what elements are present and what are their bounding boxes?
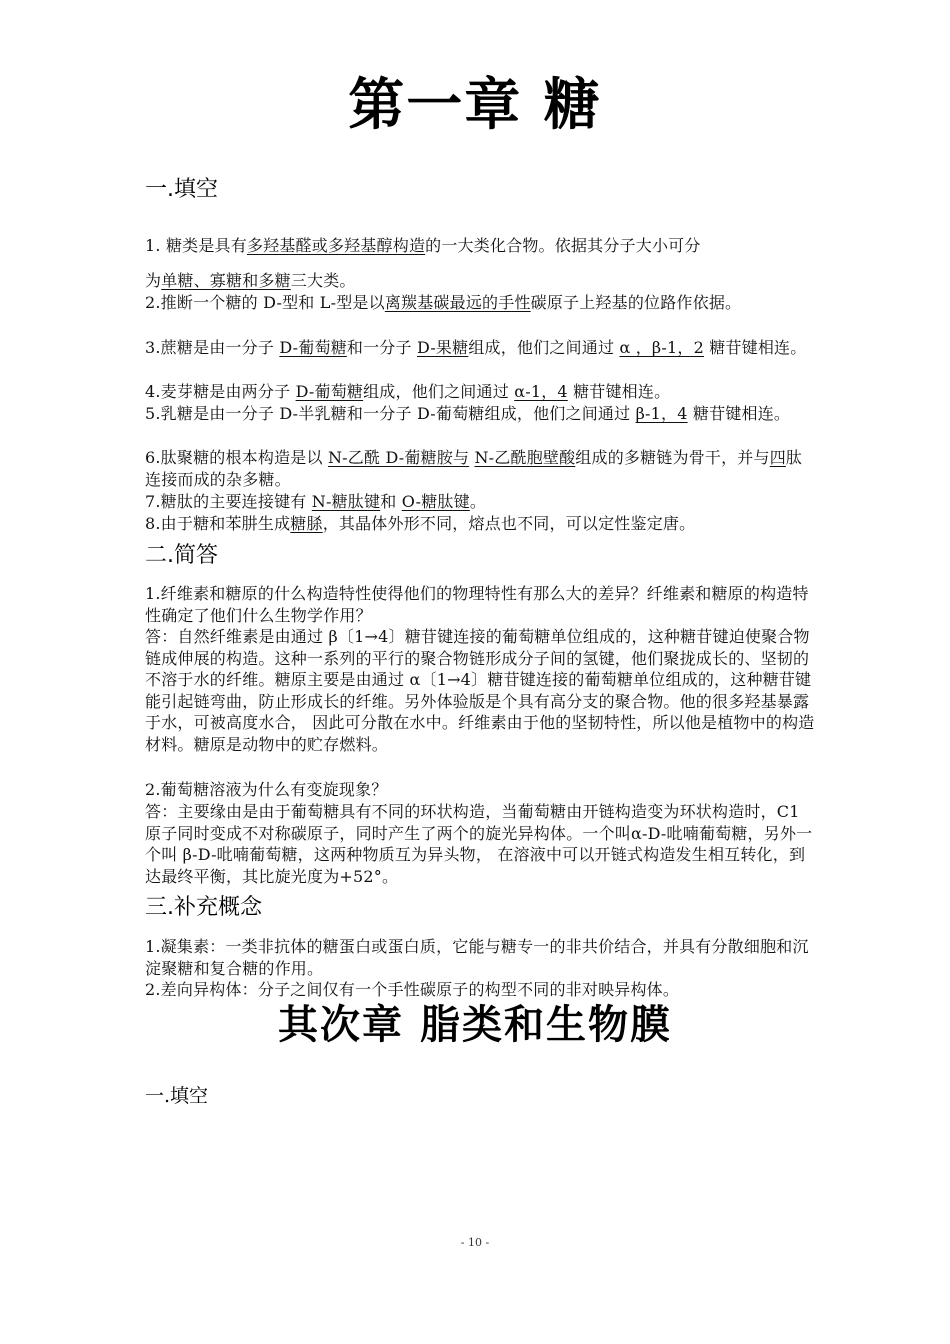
qa-answer-2: 答：主要缘由是由于葡萄糖具有不同的环状构造，当葡萄糖由开链构造变为环状构造时，C1 原子同时变成不对称碳原子，同时产生了两个的旋光异构体。一个叫α-D-吡喃葡萄糖，另外一个叫 β-D-吡喃葡萄糖，这两种物质互为异头物， 在溶液中可以开链式构造发生相互转化，到达最终平衡，其比旋光度为+52°。 (145, 802, 813, 886)
qa-answer-1: 答：自然纤维素是由通过 β〔1→4〕糖苷键连接的葡萄糖单位组成的，这种糖苷键迫使聚合物链成伸展的构造。这种一系列的平行的聚合物链形成分子间的氢键，他们聚拢成长的、坚韧的不溶于水的纤维。糖原主要是由通过 α〔1→4〕糖苷键连接的葡萄糖单位组成的，这种糖苷键能引起链弯曲，防止形成长的纤维。另外体验版是个具有高分支的聚合物。他的很多羟基暴露于水，可被高度水合， 因此可分散在水中。纤维素由于他的坚韧特性，所以他是植物中的构造材料。糖原是动物中的贮存燃料。 (145, 627, 815, 754)
page-number: - 10 - (460, 1236, 490, 1249)
answer-blank: 四 (769, 448, 786, 467)
fill-item-1: 1. 糖类是具有多羟基醛或多羟基醇构造的一大类化合物。依据其分子大小可分 (145, 236, 701, 255)
chapter-2-title: 其次章 脂类和生物膜 (278, 1002, 672, 1048)
answer-blank: D-果糖 (417, 338, 469, 357)
fill-item-6: 6.肽聚糖的根本构造是以 N-乙酰 D-葡糖胺与 N-乙酰胞壁酸组成的多糖链为骨干，并与四肽连接而成的杂多糖。 (145, 448, 803, 489)
answer-blank: N-乙酰 D-葡糖胺与 (327, 448, 470, 467)
fill-item-7: 7.糖肽的主要连接键有 N-糖肽键和 O-糖肽键。 (145, 492, 487, 511)
fill-item-4: 4.麦芽糖是由两分子 D-葡萄糖组成，他们之间通过 α-1，4 糖苷键相连。 (145, 382, 671, 401)
concept-1: 1.凝集素：一类非抗体的糖蛋白或蛋白质，它能与糖专一的非共价结合，并具有分散细胞和沉淀聚糖和复合糖的作用。 (145, 937, 809, 978)
answer-blank: 多羟基醛或多羟基醇构造 (246, 236, 426, 255)
answer-blank: α-1，4 (514, 382, 568, 401)
answer-blank: D-葡萄糖 (295, 382, 364, 401)
answer-blank: 糖脎 (290, 514, 323, 533)
concept-2: 2.差向异构体：分子之间仅有一个手性碳原子的构型不同的非对映异构体。 (145, 980, 680, 999)
answer-blank: α ，β-1，2 (619, 338, 704, 357)
answer-blank: 离羰基碳最远的手性 (384, 293, 531, 312)
section-concepts-heading: 三.补充概念 (145, 895, 262, 920)
fill-item-2: 2.推断一个糖的 D-型和 L-型是以离羰基碳最远的手性碳原子上羟基的位路作依据。 (145, 293, 742, 312)
fill-item-1-cont: 为单糖、寡糖和多糖三大类。 (145, 271, 356, 290)
answer-blank: O-糖肽键 (401, 492, 470, 511)
answer-blank: N-乙酰胞壁酸 (474, 448, 576, 467)
section-qa-heading: 二.简答 (145, 543, 218, 568)
answer-blank: N-糖肽键 (311, 492, 381, 511)
answer-blank: β-1，4 (635, 404, 688, 423)
fill-item-3: 3.蔗糖是由一分子 D-葡萄糖和一分子 D-果糖组成，他们之间通过 α ，β-1，2 糖苷键相连。 (145, 338, 807, 357)
section-fill-heading: 一.填空 (145, 177, 218, 202)
answer-blank: 单糖、寡糖和多糖 (161, 271, 291, 290)
qa-question-2: 2.葡萄糖溶液为什么有变旋现象？ (145, 780, 388, 799)
chapter-1-title: 第一章 糖 (348, 73, 602, 138)
qa-question-1: 1.纤维素和糖原的什么构造特性使得他们的物理特性有那么大的差异？纤维素和糖原的构造特性确定了他们什么生物学作用？ (145, 584, 809, 625)
fill-item-8: 8.由于糖和苯肼生成糖脎，其晶体外形不同，熔点也不同，可以定性鉴定唐。 (145, 514, 696, 533)
answer-blank: D-葡萄糖 (279, 338, 347, 357)
fill-item-5: 5.乳糖是由一分子 D-半乳糖和一分子 D-葡萄糖组成，他们之间通过 β-1，4 糖苷键相连。 (145, 404, 791, 423)
chapter-2-fill-heading: 一.填空 (145, 1085, 209, 1107)
